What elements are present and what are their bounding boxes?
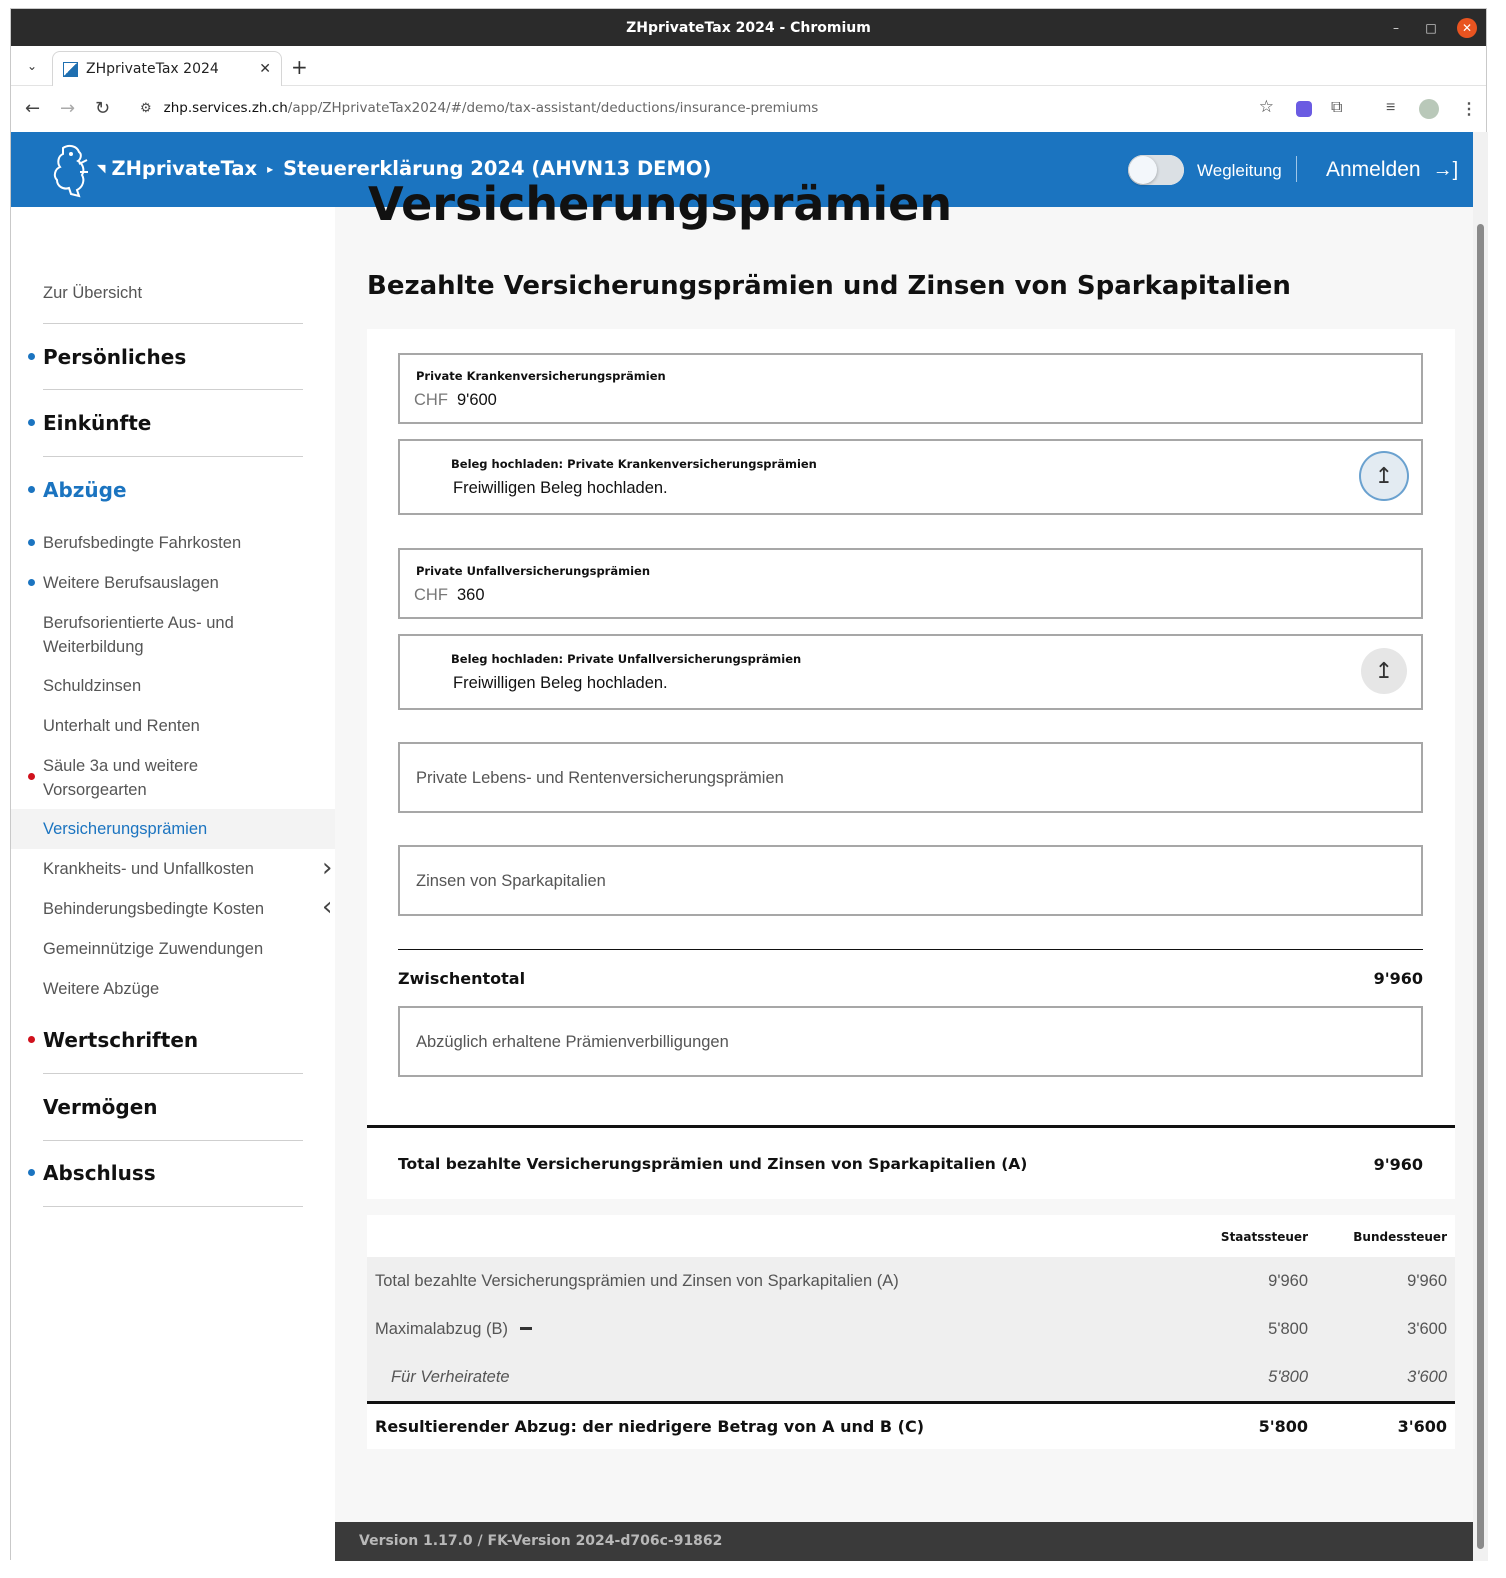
login-label: Anmelden: [1326, 158, 1421, 181]
field-placeholder: Private Lebens- und Rentenversicherungsprämien: [416, 769, 784, 787]
accident-receipt-upload[interactable]: [398, 634, 1423, 710]
total-value: 9'960: [1373, 1155, 1423, 1174]
sidebar-item-donations[interactable]: Gemeinnützige Zuwendungen: [43, 940, 264, 958]
sidebar-item-travel-costs[interactable]: Berufsbedingte Fahrkosten: [43, 534, 242, 552]
sidebar-item-insurance-premiums[interactable]: Versicherungsprämien: [43, 820, 208, 838]
row-label: Maximalabzug (B): [375, 1320, 508, 1338]
status-dot-icon: [28, 486, 35, 493]
media-control-icon[interactable]: ≡: [1386, 99, 1396, 116]
table-row: [367, 1257, 1455, 1305]
minimize-icon[interactable]: –: [1393, 21, 1399, 35]
url-text: [164, 100, 819, 116]
row-label: Total bezahlte Versicherungsprämien und Zinsen von Sparkapitalien (A): [375, 1272, 899, 1290]
next-page-icon[interactable]: ›: [322, 853, 333, 883]
browser-window: [10, 8, 1487, 1560]
divider: [43, 1073, 303, 1074]
version-footer: [335, 1522, 1473, 1561]
sidebar-item-overview[interactable]: Zur Übersicht: [43, 284, 143, 302]
sidebar-item-deductions[interactable]: Abzüge: [43, 478, 127, 502]
savings-interest-field[interactable]: [398, 845, 1423, 916]
breadcrumb-separator-icon: ▸: [267, 161, 274, 176]
column-header-state: Staatssteuer: [1220, 1230, 1308, 1244]
sidebar-item-professional-expenses[interactable]: Weitere Berufsauslagen: [43, 574, 219, 592]
tab-close-icon[interactable]: ✕: [259, 60, 271, 76]
extension-icon[interactable]: [1296, 101, 1312, 117]
section-title: Bezahlte Versicherungsprämien und Zinsen von Sparkapitalien: [367, 271, 1291, 301]
federal-value: 3'600: [1407, 1368, 1447, 1386]
login-arrow-icon: →]: [1432, 158, 1459, 181]
reload-icon[interactable]: ↻: [95, 98, 111, 119]
field-label: Beleg hochladen: Private Krankenversicherungsprämien: [451, 457, 817, 471]
status-dot-icon: [28, 353, 35, 360]
divider: [43, 323, 303, 324]
scrollbar-thumb[interactable]: [1477, 224, 1484, 1549]
field-value: 9'600: [457, 391, 497, 409]
status-dot-icon: [28, 539, 35, 546]
upload-icon[interactable]: ↥: [1361, 648, 1407, 694]
field-label: Private Krankenversicherungsprämien: [416, 369, 666, 383]
federal-value: 3'600: [1397, 1417, 1447, 1436]
field-placeholder: Abzüglich erhaltene Prämienverbilligungen: [416, 1033, 729, 1051]
profile-avatar[interactable]: [1419, 99, 1439, 119]
main-content: [335, 177, 1473, 1561]
window-title: ZHprivateTax 2024 - Chromium: [626, 19, 871, 36]
sidebar-item-disability-costs[interactable]: Behinderungsbedingte Kosten: [43, 900, 265, 918]
browser-menu-icon[interactable]: ⋮: [1461, 101, 1477, 118]
sidebar-item-closing[interactable]: Abschluss: [43, 1161, 156, 1185]
subtotal-label: Zwischentotal: [398, 969, 526, 988]
toggle-knob: [1129, 156, 1157, 184]
divider: [43, 389, 303, 390]
previous-page-icon[interactable]: ‹: [322, 892, 333, 922]
maximize-icon[interactable]: □: [1425, 21, 1437, 35]
page-title: Versicherungsprämien: [368, 177, 953, 231]
row-label: Für Verheiratete: [391, 1368, 510, 1386]
favicon-icon: [63, 62, 78, 77]
deduction-summary-table: [367, 1215, 1455, 1449]
divider: [43, 1140, 303, 1141]
state-value: 5'800: [1268, 1320, 1308, 1338]
sidebar-item-alimony[interactable]: Unterhalt und Renten: [43, 717, 200, 735]
subtotal-value: 9'960: [1373, 969, 1423, 988]
table-row-result: [367, 1401, 1455, 1449]
table-row: [367, 1305, 1455, 1353]
state-value: 9'960: [1268, 1272, 1308, 1290]
state-value: 5'800: [1268, 1368, 1308, 1386]
federal-value: 9'960: [1407, 1272, 1447, 1290]
state-value: 5'800: [1258, 1417, 1308, 1436]
collapse-minus-icon[interactable]: [520, 1327, 532, 1330]
zurich-lion-logo-icon[interactable]: [49, 142, 89, 198]
browser-tab[interactable]: [52, 51, 282, 86]
field-label: Private Unfallversicherungsprämien: [416, 564, 651, 578]
upload-icon[interactable]: ↥: [1361, 453, 1407, 499]
currency-label: CHF: [414, 586, 448, 604]
field-label: Beleg hochladen: Private Unfallversicherungsprämien: [451, 652, 802, 666]
close-window-icon[interactable]: ✕: [1457, 18, 1477, 38]
forward-icon[interactable]: →: [60, 98, 76, 119]
brand-name[interactable]: ZHprivateTax: [111, 157, 258, 180]
sidebar-item-securities[interactable]: Wertschriften: [43, 1028, 199, 1052]
sidebar-item-income[interactable]: Einkünfte: [43, 411, 152, 435]
total-divider: [367, 1125, 1455, 1128]
sidebar-item-illness-costs[interactable]: Krankheits- und Unfallkosten: [43, 860, 254, 878]
premiums-card: [367, 329, 1455, 1199]
row-label: Resultierender Abzug: der niedrigere Betrag von A und B (C): [375, 1417, 925, 1436]
accident-premium-field[interactable]: [398, 548, 1423, 619]
guide-toggle[interactable]: [1128, 155, 1184, 185]
divider: [43, 1206, 303, 1207]
login-button[interactable]: [1326, 158, 1458, 182]
subtotal-divider: [398, 949, 1423, 950]
status-dot-icon: [28, 1169, 35, 1176]
table-header: [367, 1215, 1455, 1257]
back-icon[interactable]: ←: [25, 98, 41, 119]
health-premium-field[interactable]: [398, 353, 1423, 424]
url-field[interactable]: [130, 92, 1276, 124]
currency-label: CHF: [414, 391, 448, 409]
divider: [43, 456, 303, 457]
status-dot-icon: [28, 1036, 35, 1043]
url-path: /app/ZHprivateTax2024/#/demo/tax-assistant/deductions/insurance-premiums: [287, 100, 819, 116]
header-divider: [1296, 156, 1297, 182]
guide-label[interactable]: Wegleitung: [1197, 161, 1282, 180]
sidebar-item-pillar-3a[interactable]: Säule 3a und weitere Vorsorgearten: [43, 757, 199, 799]
page-scrollbar[interactable]: [1473, 132, 1488, 1561]
declaration-title: Steuererklärung 2024 (AHVN13 DEMO): [283, 157, 712, 180]
sidebar-item-other-deductions[interactable]: Weitere Abzüge: [43, 980, 160, 998]
sidebar-item-education[interactable]: Berufsorientierte Aus- und Weiterbildung: [43, 614, 234, 656]
tab-list-icon[interactable]: ⌄: [26, 59, 38, 73]
field-value: 360: [457, 586, 485, 604]
tab-strip: [11, 46, 1486, 86]
upload-hint: Freiwilligen Beleg hochladen.: [453, 479, 668, 497]
extensions-puzzle-icon[interactable]: ⧉: [1331, 99, 1343, 116]
bookmark-star-icon[interactable]: ☆: [1258, 97, 1274, 116]
site-info-icon[interactable]: ⚙: [140, 100, 152, 115]
federal-value: 3'600: [1407, 1320, 1447, 1338]
sidebar-item-assets[interactable]: Vermögen: [43, 1095, 158, 1119]
health-receipt-upload[interactable]: [398, 439, 1423, 515]
status-dot-icon: [28, 419, 35, 426]
tab-title: ZHprivateTax 2024: [86, 61, 219, 77]
column-header-federal: Bundessteuer: [1353, 1230, 1447, 1244]
sidebar-item-personal[interactable]: Persönliches: [43, 345, 187, 369]
field-placeholder: Zinsen von Sparkapitalien: [416, 872, 606, 890]
new-tab-icon[interactable]: +: [291, 55, 308, 79]
premium-reduction-field[interactable]: [398, 1006, 1423, 1077]
version-text: Version 1.17.0 / FK-Version 2024-d706c-91862: [359, 1533, 723, 1549]
total-label: Total bezahlte Versicherungsprämien und Zinsen von Sparkapitalien (A): [398, 1155, 1028, 1173]
status-dot-icon: [28, 773, 35, 780]
status-dot-icon: [28, 579, 35, 586]
row-label-wrap: [375, 1320, 532, 1339]
life-insurance-field[interactable]: [398, 742, 1423, 813]
url-host: zhp.services.zh.ch: [163, 100, 288, 116]
window-titlebar: [11, 9, 1486, 46]
corner-icon: ◥: [97, 162, 106, 175]
sidebar-item-debt-interest[interactable]: Schuldzinsen: [43, 677, 142, 695]
sidebar-nav: [11, 207, 335, 1561]
table-row: [367, 1353, 1455, 1401]
upload-hint: Freiwilligen Beleg hochladen.: [453, 674, 668, 692]
address-bar: [11, 86, 1486, 132]
